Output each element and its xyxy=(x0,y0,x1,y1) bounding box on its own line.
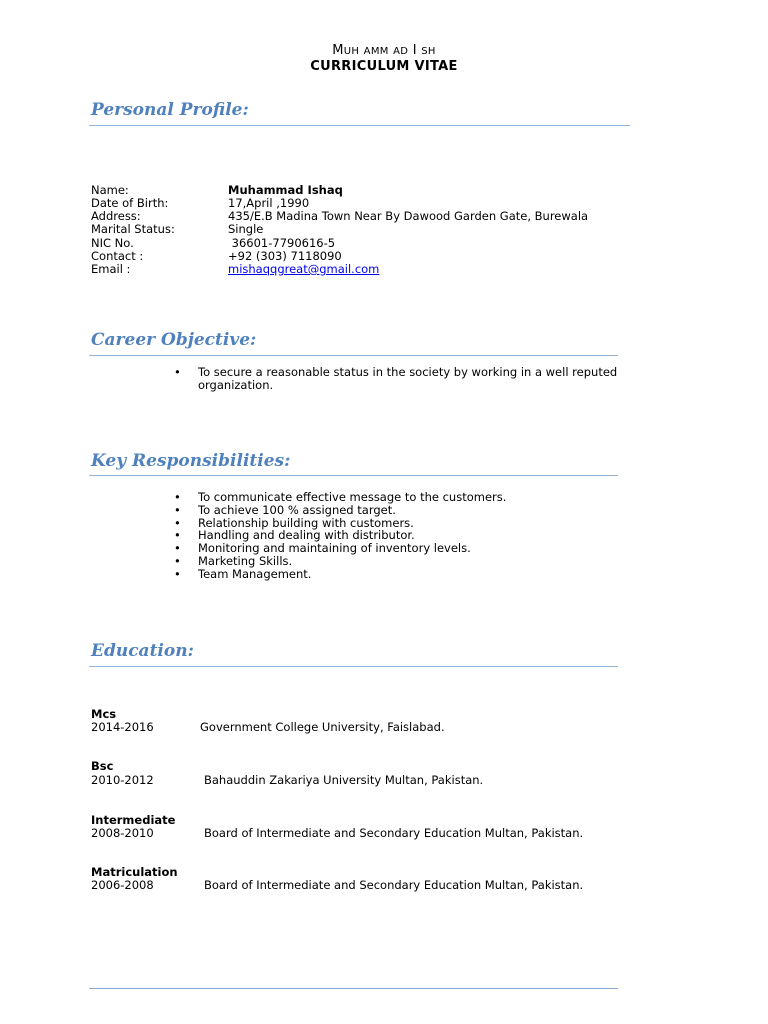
list-item: • Team Management. xyxy=(174,566,312,581)
nic-value: 36601-7790616-5 xyxy=(228,236,336,250)
education-years: 2010-2012 xyxy=(91,773,154,787)
list-item: • Monitoring and maintaining of inventory levels. xyxy=(174,541,471,556)
bullet-icon: • xyxy=(174,365,181,379)
career-objective-divider xyxy=(89,355,618,356)
email-link[interactable]: mishaqqgreat@gmail.com xyxy=(228,262,380,276)
document-title: CURRICULUM VITAE xyxy=(310,59,458,74)
name-value: Muhammad Ishaq xyxy=(228,183,343,197)
marital-status-value: Single xyxy=(228,222,264,236)
education-institution: Government College University, Faislabad. xyxy=(200,720,445,734)
bullet-icon: • xyxy=(174,515,181,530)
candidate-name-header: MUH AMM AD I SH xyxy=(332,43,436,58)
bullet-icon: • xyxy=(174,541,181,556)
list-item: organization. xyxy=(198,377,274,392)
education-institution: Bahauddin Zakariya University Multan, Pakistan. xyxy=(204,773,484,787)
dob-label: Date of Birth: xyxy=(91,196,169,210)
bullet-icon: • xyxy=(174,553,181,568)
address-value: 435/E.B Madina Town Near By Dawood Garden Gate, Burewala xyxy=(228,209,589,223)
education-degree: Matriculation xyxy=(91,865,178,879)
education-degree: Intermediate xyxy=(91,813,176,827)
education-institution: Board of Intermediate and Secondary Education Multan, Pakistan. xyxy=(204,826,584,840)
bullet-icon: • xyxy=(174,566,181,581)
email-label: Email : xyxy=(91,262,131,276)
education-heading: Education: xyxy=(91,641,194,661)
contact-value: +92 (303) 7118090 xyxy=(228,249,342,263)
bullet-icon: • xyxy=(174,528,181,543)
bullet-icon: • xyxy=(174,502,181,517)
career-objective-list xyxy=(174,366,617,392)
footer-divider xyxy=(89,988,618,989)
list-item: • To secure a reasonable status in the society by working in a well reputed xyxy=(174,365,618,379)
education-institution: Board of Intermediate and Secondary Education Multan, Pakistan. xyxy=(204,878,584,892)
dob-value: 17,April ,1990 xyxy=(228,196,310,210)
list-item: • Marketing Skills. xyxy=(174,553,293,568)
nic-label: NIC No. xyxy=(91,236,134,250)
education-degree: Mcs xyxy=(91,707,117,721)
list-item: • To achieve 100 % assigned target. xyxy=(174,502,396,517)
list-item: • Handling and dealing with distributor. xyxy=(174,528,415,543)
personal-profile-heading: Personal Profile: xyxy=(91,100,249,120)
list-item: • To communicate effective message to the customers. xyxy=(174,490,507,504)
education-degree: Bsc xyxy=(91,759,114,773)
education-divider xyxy=(89,666,618,667)
address-label: Address: xyxy=(91,209,141,223)
key-responsibilities-divider xyxy=(89,475,618,476)
contact-label: Contact : xyxy=(91,249,144,263)
marital-status-label: Marital Status: xyxy=(91,222,175,236)
name-label: Name: xyxy=(91,183,129,197)
key-responsibilities-list xyxy=(174,491,506,581)
education-years: 2008-2010 xyxy=(91,826,154,840)
education-years: 2006-2008 xyxy=(91,878,154,892)
personal-profile-divider xyxy=(89,125,630,126)
bullet-icon: • xyxy=(174,490,181,504)
key-responsibilities-heading: Key Responsibilities: xyxy=(91,451,291,471)
career-objective-heading: Career Objective: xyxy=(91,330,257,350)
list-item: • Relationship building with customers. xyxy=(174,515,414,530)
education-years: 2014-2016 xyxy=(91,720,154,734)
